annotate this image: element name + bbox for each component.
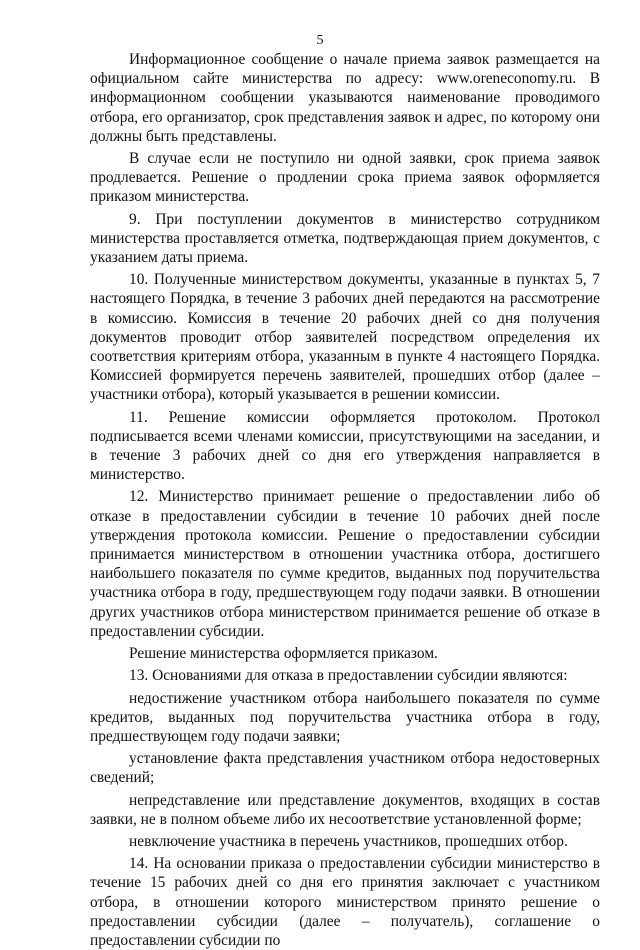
page-number: 5 bbox=[316, 33, 324, 48]
paragraph-no-applications: В случае если не поступило ни одной заявки, срок приема заявок продлевается. Решение о продлении срока приема заявок оформляется приказом министерства. bbox=[90, 150, 600, 206]
paragraph-refusal-reason-3: непредставление или представление документов, входящих в состав заявки, не в полном объеме либо их несоответствие установленной форме; bbox=[90, 791, 600, 828]
paragraph-item-14: 14. На основании приказа о предоставлении субсидии министерство в течение 15 рабочих дней со дня его принятия заключает с участником отбора, в отношении которого министерством принято решение о предоставлении субсидии (далее – получатель), соглашение о предоставлении субсидии по bbox=[90, 855, 600, 949]
paragraph-decision-order: Решение министерства оформляется приказом. bbox=[129, 645, 438, 663]
paragraph-refusal-reason-4: невключение участника в перечень участников, прошедших отбор. bbox=[129, 832, 568, 850]
paragraph-item-9: 9. При поступлении документов в министерство сотрудником министерства проставляется отметка, подтверждающая прием документов, с указанием даты приема. bbox=[90, 210, 600, 267]
paragraph-item-12: 12. Министерство принимает решение о предоставлении либо об отказе в предоставлении субсидии в течение 10 рабочих дней после утверждения протокола комиссии. Решение о предоставлении субсидии принимается министерством в отношении участника отбора, достигшего наибольшего показателя по сумме кредитов, выданных под поручительства участника отбора в году, предшествующем году подачи заявки. В отношении других участников отбора министерством принимается решение об отказе в предоставлении субсидии. bbox=[90, 488, 600, 640]
paragraph-item-11: 11. Решение комиссии оформляется протоколом. Протокол подписывается всеми членами комиссии, присутствующими на заседании, и в течение 3 рабочих дней со дня его утверждения направляется в министерство. bbox=[90, 408, 600, 484]
paragraph-info-message: Информационное сообщение о начале приема заявок размещается на официальном сайте министерства по адресу: www.oreneconomy.ru. В информационном сообщении указываются наименование проводимого отбора, его организатор, срок представления заявок и адрес, по которому они должны быть представлены. bbox=[90, 51, 600, 145]
paragraph-item-10: 10. Полученные министерством документы, указанные в пунктах 5, 7 настоящего Порядка, в течение 3 рабочих дней передаются на рассмотрение в комиссию. Комиссия в течение 20 рабочих дней со дня получения документов проводит отбор заявителей посредством определения их соответствия критериям отбора, указанным в пункте 4 настоящего Порядка. Комиссией формируется перечень заявителей, прошедших отбор (далее – участники отбора), который указывается в решении комиссии. bbox=[90, 271, 600, 404]
paragraph-refusal-reason-2: установление факта представления участником отбора недостоверных сведений; bbox=[90, 750, 600, 787]
paragraph-item-13: 13. Основаниями для отказа в предоставлении субсидии являются: bbox=[129, 667, 568, 685]
paragraph-refusal-reason-1: недостижение участником отбора наибольшего показателя по сумме кредитов, выданных под поручительства участника отбора в году, предшествующем году подачи заявки; bbox=[90, 689, 600, 745]
document-body bbox=[90, 50, 600, 950]
